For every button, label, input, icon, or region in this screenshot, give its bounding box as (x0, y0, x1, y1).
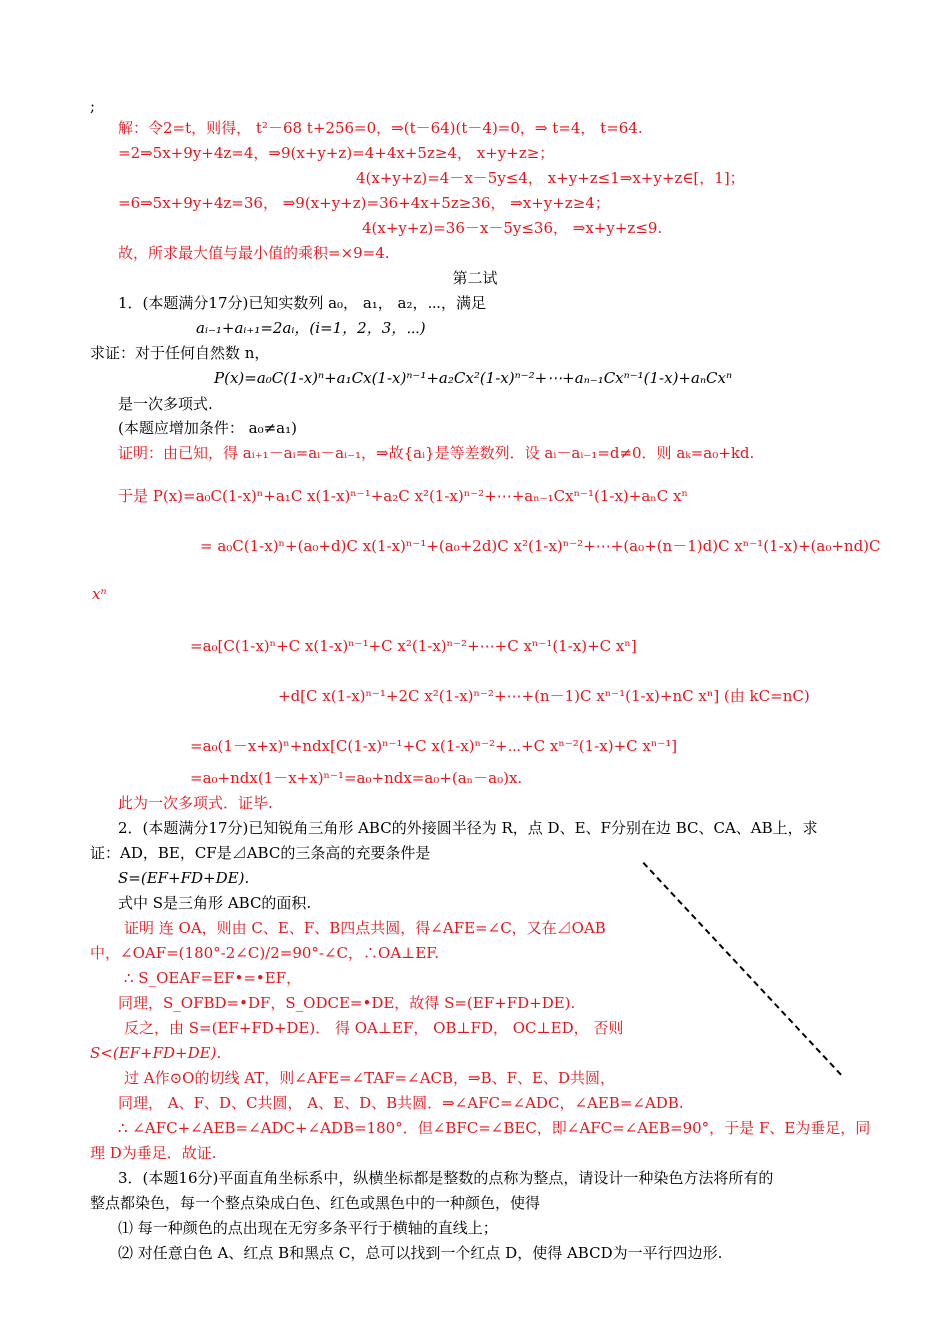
proof-line: 于是 P(x)=a₀C(1-x)ⁿ+a₁C x(1-x)ⁿ⁻¹+a₂C x²(1-x)ⁿ⁻²+⋯+aₙ₋₁Cxⁿ⁻¹(1-x)+aₙC xⁿ (118, 487, 688, 505)
formula: S=(EF+FD+DE). (118, 869, 250, 887)
formula: P(x)=a₀C(1-x)ⁿ+a₁Cx(1-x)ⁿ⁻¹+a₂Cx²(1-x)ⁿ⁻²+⋯+aₙ₋₁Cxⁿ⁻¹(1-x)+aₙCxⁿ (214, 369, 733, 387)
problem-condition: ⑴ 每一种颜色的点出现在无穷多条平行于横轴的直线上； (118, 1219, 498, 1237)
dashed-diagonal-line (643, 862, 842, 1075)
problem-statement: 整点都染色，每一个整点染成白色、红色或黑色中的一种颜色，使得 (90, 1194, 541, 1212)
problem-statement: 求证：对于任何自然数 n， (90, 344, 270, 362)
problem-statement: 式中 S是三角形 ABC的面积. (118, 894, 312, 912)
proof-line: S<(EF+FD+DE). (90, 1044, 222, 1062)
proof-line: xⁿ (92, 585, 107, 603)
proof-line: 同理， A、F、D、C共圆， A、E、D、B共圆．⇒∠AFC=∠ADC，∠AEB=∠ADB. (118, 1094, 684, 1112)
proof-line: =a₀(1－x+x)ⁿ+ndx[C(1-x)ⁿ⁻¹+C x(1-x)ⁿ⁻²+⋯+C xⁿ⁻²(1-x)+C xⁿ⁻¹] (190, 737, 678, 755)
solution-line: 解：令2=t，则得， t²－68 t+256=0，⇒(t－64)(t－4)=0，⇒ t=4， t=64. (118, 119, 643, 137)
proof-conclusion: 理 D为垂足．故证. (90, 1144, 217, 1162)
problem-statement: 2．(本题满分17分)已知锐角三角形 ABC的外接圆半径为 R，点 D、E、F分别在边 BC、CA、AB上，求 (118, 819, 818, 837)
proof-line: = a₀C(1-x)ⁿ+(a₀+d)C x(1-x)ⁿ⁻¹+(a₀+2d)C x²(1-x)ⁿ⁻²+⋯+(a₀+(n－1)d)C xⁿ⁻¹(1-x)+(a₀+nd)C (200, 537, 881, 555)
proof-line: 同理，S_OFBD=•DF，S_ODCE=•DE，故得 S=(EF+FD+DE). (118, 994, 576, 1012)
section-heading: 第二试 (452, 269, 498, 287)
problem-statement: 证：AD，BE，CF是⊿ABC的三条高的充要条件是 (90, 844, 431, 862)
formula: aᵢ₋₁+aᵢ₊₁=2aᵢ，(i=1，2，3，⋯) (196, 319, 426, 337)
proof-line: =a₀+ndx(1－x+x)ⁿ⁻¹=a₀+ndx=a₀+(aₙ－a₀)x. (190, 769, 523, 787)
proof-line: 证明：由已知，得 aᵢ₊₁－aᵢ=aᵢ－aᵢ₋₁，⇒故{aᵢ}是等差数列．设 aᵢ－aᵢ₋₁=d≠0．则 aₖ=a₀+kd. (118, 444, 755, 462)
proof-line: 过 A作⊙O的切线 AT，则∠AFE=∠TAF=∠ACB，⇒B、F、E、D共圆， (124, 1069, 616, 1087)
proof-line: ∴ ∠AFC+∠AEB=∠ADC+∠ADB=180°．但∠BFC=∠BEC，即∠AFC=∠AEB=90°，于是 F、E为垂足，同 (118, 1119, 871, 1137)
proof-line: 反之，由 S=(EF+FD+DE)． 得 OA⊥EF， OB⊥FD， OC⊥ED， 否则 (124, 1019, 624, 1037)
proof-line: 证明 连 OA，则由 C、E、F、B四点共圆，得∠AFE=∠C，又在⊿OAB (124, 919, 606, 937)
proof-conclusion: 此为一次多项式．证毕. (118, 794, 273, 812)
solution-conclusion: 故，所求最大值与最小值的乘积=×9=4. (118, 244, 390, 262)
solution-line: 4(x+y+z)=36－x－5y≤36， ⇒x+y+z≤9. (362, 219, 663, 237)
solution-line: =6⇒5x+9y+4z=36， ⇒9(x+y+z)=36+4x+5z≥36， ⇒x+y+z≥4； (118, 194, 610, 212)
proof-line: ∴ S_OEAF=EF•=•EF， (124, 969, 302, 987)
solution-line: 4(x+y+z)=4－x－5y≤4， x+y+z≤1⇒x+y+z∈[，1]； (356, 169, 745, 187)
problem-statement: 3．(本题16分)平面直角坐标系中，纵横坐标都是整数的点称为整点，请设计一种染色方法将所有的 (118, 1169, 774, 1187)
proof-line: +d[C x(1-x)ⁿ⁻¹+2C x²(1-x)ⁿ⁻²+⋯+(n－1)C xⁿ⁻¹(1-x)+nC xⁿ] (由 kC=nC) (278, 687, 810, 705)
solution-line: =2⇒5x+9y+4z=4，⇒9(x+y+z)=4+4x+5z≥4， x+y+z≥； (118, 144, 555, 162)
proof-line: =a₀[C(1-x)ⁿ+C x(1-x)ⁿ⁻¹+C x²(1-x)ⁿ⁻²+⋯+C xⁿ⁻¹(1-x)+C xⁿ] (190, 637, 637, 655)
proof-line: 中，∠OAF=(180°-2∠C)/2=90°-∠C，∴OA⊥EF. (90, 944, 440, 962)
problem-condition: ⑵ 对任意白色 A、红点 B和黑点 C，总可以找到一个红点 D，使得 ABCD为一平行四边形. (118, 1244, 723, 1262)
problem-statement: 是一次多项式. (118, 395, 213, 413)
stray-semicolon: ; (90, 97, 96, 115)
problem-statement: 1．(本题满分17分)已知实数列 a₀， a₁， a₂，⋯，满足 (118, 294, 487, 312)
problem-note: (本题应增加条件： a₀≠a₁) (118, 419, 297, 437)
